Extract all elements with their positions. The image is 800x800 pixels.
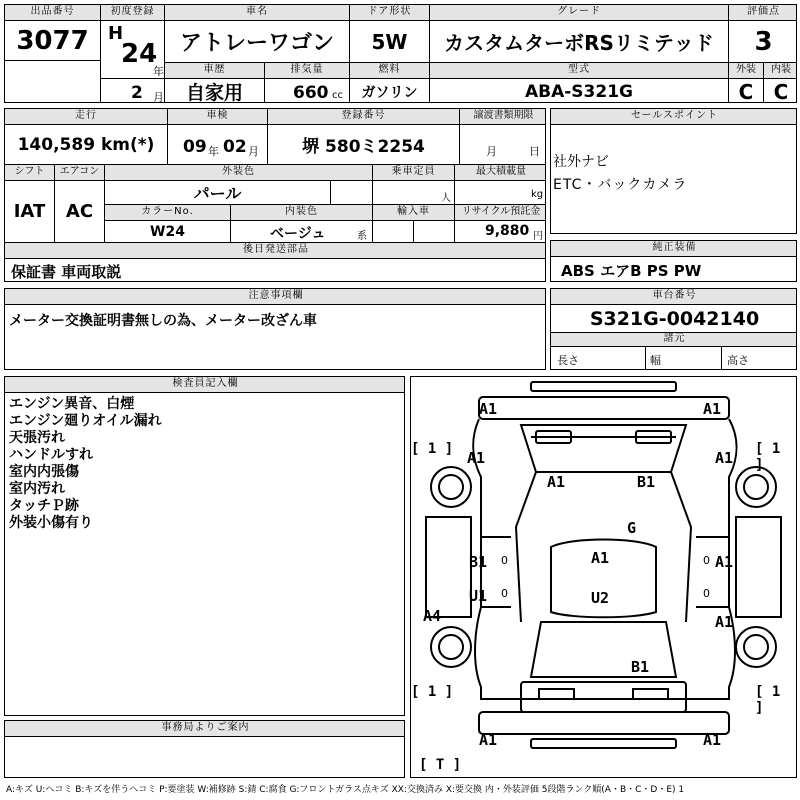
glass-mark-left-rear: 0 bbox=[501, 587, 508, 600]
rear-bumper-bottom bbox=[531, 739, 676, 748]
mark-right-quarter: A1 bbox=[715, 613, 734, 631]
glass-mark-left-front: 0 bbox=[501, 554, 508, 567]
era: H bbox=[108, 23, 124, 44]
wheel-rear-right bbox=[736, 627, 776, 667]
transfer-month: 月 bbox=[486, 145, 497, 158]
inspector-item: 外装小傷有り bbox=[9, 515, 93, 531]
ac-label: エアコン bbox=[55, 165, 105, 181]
rear-window bbox=[531, 622, 676, 677]
history-label: 車歴 bbox=[165, 63, 265, 79]
tire-spare: [ T ] bbox=[419, 757, 462, 773]
pillar-left bbox=[516, 472, 536, 622]
colorno-value: W24 bbox=[105, 221, 231, 243]
transfer-day: 日 bbox=[529, 145, 540, 158]
inspector-list bbox=[9, 396, 162, 532]
front-bumper-top bbox=[531, 382, 676, 391]
rear-panel bbox=[521, 682, 686, 712]
mark-glass: G bbox=[627, 519, 637, 537]
plate-label: 登録番号 bbox=[268, 109, 460, 125]
fuel-value: ガソリン bbox=[350, 79, 430, 103]
mark-hood-right: B1 bbox=[637, 473, 656, 491]
mark-roof-rear: U2 bbox=[591, 589, 610, 607]
model-value: ABA-S321G bbox=[430, 79, 729, 103]
door-value: 5W bbox=[350, 21, 430, 63]
glass-mark-right-front: 0 bbox=[703, 554, 710, 567]
front-bumper bbox=[479, 397, 729, 419]
recycle-label: リサイクル預託金 bbox=[455, 205, 546, 221]
displacement-label: 排気量 bbox=[265, 63, 350, 79]
inspector-item: 室内内張傷 bbox=[9, 464, 79, 480]
later-value: 保証書 車両取説 bbox=[11, 263, 122, 281]
interior-color-value: ベージュ bbox=[270, 226, 326, 242]
displacement-value: 660 bbox=[293, 83, 329, 103]
mark-hood-left: A1 bbox=[547, 473, 566, 491]
notes-block bbox=[4, 288, 546, 370]
history-value: 自家用 bbox=[165, 79, 265, 103]
score-value: 3 bbox=[729, 21, 797, 63]
first-reg-label: 初度登録 bbox=[101, 5, 165, 21]
right-side bbox=[736, 517, 781, 617]
load-unit: kg bbox=[531, 189, 544, 200]
sales-point-2: ETC・バックカメラ bbox=[553, 177, 688, 193]
lot-blank bbox=[5, 61, 101, 103]
color-label: 外装色 bbox=[105, 165, 373, 181]
chassis-value: S321G-0042140 bbox=[551, 305, 797, 333]
inspection-year-unit: 年 bbox=[208, 145, 219, 158]
inspection-month: 02 bbox=[223, 137, 247, 157]
tire-front-right: [ 1 ] bbox=[755, 441, 781, 473]
equipment-block bbox=[550, 240, 797, 282]
first-reg-month: 2 bbox=[131, 83, 143, 103]
plate-value: 堺 580ミ2254 bbox=[268, 125, 460, 165]
mark-fender-left: A1 bbox=[467, 449, 486, 467]
spec-block bbox=[4, 108, 546, 282]
dims-length: 長さ bbox=[557, 354, 579, 367]
year-unit: 年 bbox=[153, 65, 164, 78]
mileage-label: 走行 bbox=[5, 109, 168, 125]
mileage-value: 140,589 km(*) bbox=[5, 125, 168, 165]
door-label: ドア形状 bbox=[350, 5, 430, 21]
capacity-label: 乗車定員 bbox=[373, 165, 455, 181]
mark-roof: A1 bbox=[591, 549, 610, 567]
first-reg-year: 24 bbox=[121, 39, 158, 69]
shift-value: IAT bbox=[5, 181, 55, 243]
rear-lamp-left bbox=[539, 689, 574, 699]
tire-rear-right: [ 1 ] bbox=[755, 684, 781, 716]
wheel-rear-right-inner bbox=[744, 635, 768, 659]
exterior-label: 外装 bbox=[729, 63, 764, 79]
car-name: アトレーワゴン bbox=[165, 21, 350, 63]
mark-left-rear-door: U1 bbox=[469, 587, 488, 605]
mark-rear-bumper-left: A1 bbox=[479, 731, 498, 749]
pillar-right bbox=[671, 472, 691, 622]
rear-lamp-right bbox=[633, 689, 668, 699]
later-label: 後日発送部品 bbox=[5, 243, 546, 259]
header-block bbox=[4, 4, 797, 103]
inspector-item: エンジン異音、白煙 bbox=[9, 396, 135, 412]
score-label: 評価点 bbox=[729, 5, 797, 21]
glass-mark-right-rear: 0 bbox=[703, 587, 710, 600]
color-value: パール bbox=[105, 181, 331, 205]
exterior-grade: C bbox=[729, 79, 764, 103]
interior-color-label: 内装色 bbox=[231, 205, 373, 221]
inspector-item: エンジン廻りオイル漏れ bbox=[9, 413, 162, 429]
equipment-value: ABS エアB PS PW bbox=[561, 262, 702, 280]
model-label: 型式 bbox=[430, 63, 729, 79]
inspector-label: 検査員記入欄 bbox=[5, 377, 405, 393]
import-label: 輸入車 bbox=[373, 205, 455, 221]
sales-block bbox=[550, 108, 797, 234]
mark-right-door: A1 bbox=[715, 553, 734, 571]
sales-point-1: 社外ナビ bbox=[553, 154, 609, 170]
wheel-front-left bbox=[431, 467, 471, 507]
tire-front-left: [ 1 ] bbox=[411, 441, 454, 457]
transfer-label: 譲渡書類期限 bbox=[460, 109, 546, 125]
inspector-item: 天張汚れ bbox=[9, 430, 65, 446]
interior-color-unit: 系 bbox=[357, 231, 367, 242]
colorno-label: カラーNo. bbox=[105, 205, 231, 221]
recycle-value: 9,880 bbox=[485, 223, 530, 239]
grade-value: カスタムターボRSリミテッド bbox=[430, 21, 729, 63]
wheel-front-right bbox=[736, 467, 776, 507]
lot-label: 出品番号 bbox=[5, 5, 101, 21]
car-name-label: 車名 bbox=[165, 5, 350, 21]
equipment-label: 純正装備 bbox=[551, 241, 797, 257]
interior-label: 内装 bbox=[764, 63, 797, 79]
color-extra bbox=[331, 181, 373, 205]
inspector-item: 室内汚れ bbox=[9, 481, 65, 497]
fuel-label: 燃料 bbox=[350, 63, 430, 79]
import-cell-a bbox=[373, 221, 414, 243]
car-outline-svg bbox=[411, 377, 796, 777]
wheel-front-left-inner bbox=[439, 475, 463, 499]
inspector-block bbox=[4, 376, 405, 716]
lot-number: 3077 bbox=[5, 21, 101, 61]
notes-value: メーター交換証明書無しの為、メーター改ざん車 bbox=[9, 313, 317, 329]
office-label: 事務局よりご案内 bbox=[5, 721, 405, 737]
left-side bbox=[426, 517, 471, 617]
displacement-unit: cc bbox=[332, 90, 343, 101]
mark-left-quarter: A4 bbox=[423, 607, 442, 625]
office-block bbox=[4, 720, 405, 778]
inspector-item: ハンドルすれ bbox=[9, 447, 93, 463]
recycle-unit: 円 bbox=[533, 231, 543, 242]
tire-rear-left: [ 1 ] bbox=[411, 684, 454, 700]
wheel-rear-left-inner bbox=[439, 635, 463, 659]
import-cell-b bbox=[414, 221, 455, 243]
month-unit: 月 bbox=[153, 91, 164, 103]
grade-label: グレード bbox=[430, 5, 729, 21]
shift-label: シフト bbox=[5, 165, 55, 181]
chassis-block bbox=[550, 288, 797, 370]
dims-width: 幅 bbox=[650, 354, 661, 367]
interior-grade: C bbox=[773, 79, 789, 103]
sales-label: セールスポイント bbox=[551, 109, 797, 125]
inspection-label: 車検 bbox=[168, 109, 268, 125]
load-label: 最大積載量 bbox=[455, 165, 546, 181]
mark-left-door: B1 bbox=[469, 553, 488, 571]
notes-label: 注意事項欄 bbox=[5, 289, 546, 305]
inspector-item: タッチＰ跡 bbox=[9, 498, 79, 514]
dims-height: 高さ bbox=[727, 354, 749, 367]
rear-bumper bbox=[479, 712, 729, 734]
legend-text: A:キズ U:ヘコミ B:キズを伴うヘコミ P:要塗装 W:補修跡 S:錆 C:腐食 G:フロントガラス点キズ XX:交換済み X:要交換 内・外装評価 5段階ランク順(A・B・C・D・E) 1 bbox=[6, 785, 685, 795]
dims-label: 諸元 bbox=[551, 333, 797, 347]
chassis-label: 車台番号 bbox=[551, 289, 797, 305]
mark-front-bumper-right: A1 bbox=[703, 400, 722, 418]
mark-rear-bumper-right: A1 bbox=[703, 731, 722, 749]
mark-front-bumper-left: A1 bbox=[479, 400, 498, 418]
inspection-month-unit: 月 bbox=[248, 145, 259, 158]
ac-value: AC bbox=[55, 181, 105, 243]
capacity-unit: 人 bbox=[441, 193, 451, 204]
wheel-front-right-inner bbox=[744, 475, 768, 499]
damage-diagram bbox=[410, 376, 797, 778]
windshield bbox=[521, 425, 686, 472]
mark-back-door: B1 bbox=[631, 658, 650, 676]
wheel-rear-left bbox=[431, 627, 471, 667]
mark-fender-right: A1 bbox=[715, 449, 734, 467]
inspection-year: 09 bbox=[183, 137, 207, 157]
